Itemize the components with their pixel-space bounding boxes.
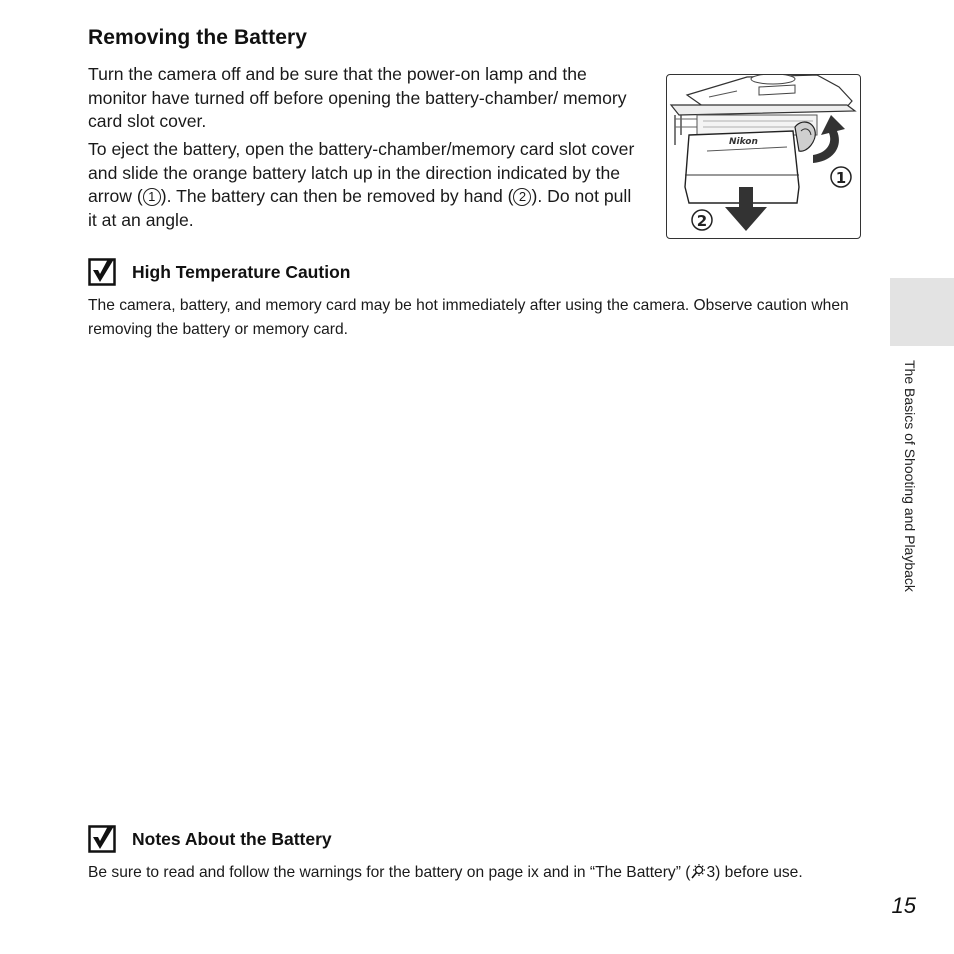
note-battery-ref-number: 3: [706, 864, 716, 881]
intro-text-part-2: ). The battery can then be removed by hand (: [160, 186, 514, 206]
intro-text-part-1: To eject the battery, open the battery-chamber/memory card slot cover and slide the orange battery latch up in the direction indicated by the arrow (: [88, 139, 635, 206]
callout-1: 1: [835, 169, 847, 187]
chapter-side-label: The Basics of Shooting and Playback: [902, 360, 918, 592]
battery-removal-illustration: [666, 74, 861, 239]
check-mark-icon: [88, 825, 116, 853]
intro-paragraph-1: Turn the camera off and be sure that the power-on lamp and the monitor have turned off before opening the battery-chamber/ memory card slot cover.: [88, 64, 627, 131]
note-high-temperature-heading: [88, 258, 350, 286]
battery-brand-text: Nikon: [729, 137, 758, 147]
note-battery-title: Notes About the Battery: [132, 828, 332, 849]
page-number: 15: [891, 893, 916, 918]
callout-2: 2: [696, 212, 708, 230]
note-battery-text-part-2: ) before use.: [715, 864, 803, 881]
note-high-temperature-title: High Temperature Caution: [132, 261, 351, 282]
intro-text-part-3: ). Do not pull it at an angle.: [88, 186, 632, 230]
note-high-temperature-text: The camera, battery, and memory card may be hot immediately after using the camera. Observe caution when removing the battery or memory card.: [88, 297, 849, 338]
note-battery-heading: [88, 825, 332, 853]
section-title: Removing the Battery: [88, 26, 308, 49]
circled-number-2: 2: [513, 188, 531, 206]
chapter-side-tab: [890, 278, 954, 346]
note-battery-text-part-1: Be sure to read and follow the warnings for the battery on page ix and in “The Battery” (: [88, 864, 691, 881]
note-battery-text: [88, 861, 868, 885]
check-mark-icon: [88, 258, 116, 286]
camera-battery-removal-icon: [667, 75, 861, 239]
circled-number-1: 1: [143, 188, 161, 206]
intro-paragraph-2: [88, 138, 638, 232]
reference-section-icon: [690, 863, 706, 879]
